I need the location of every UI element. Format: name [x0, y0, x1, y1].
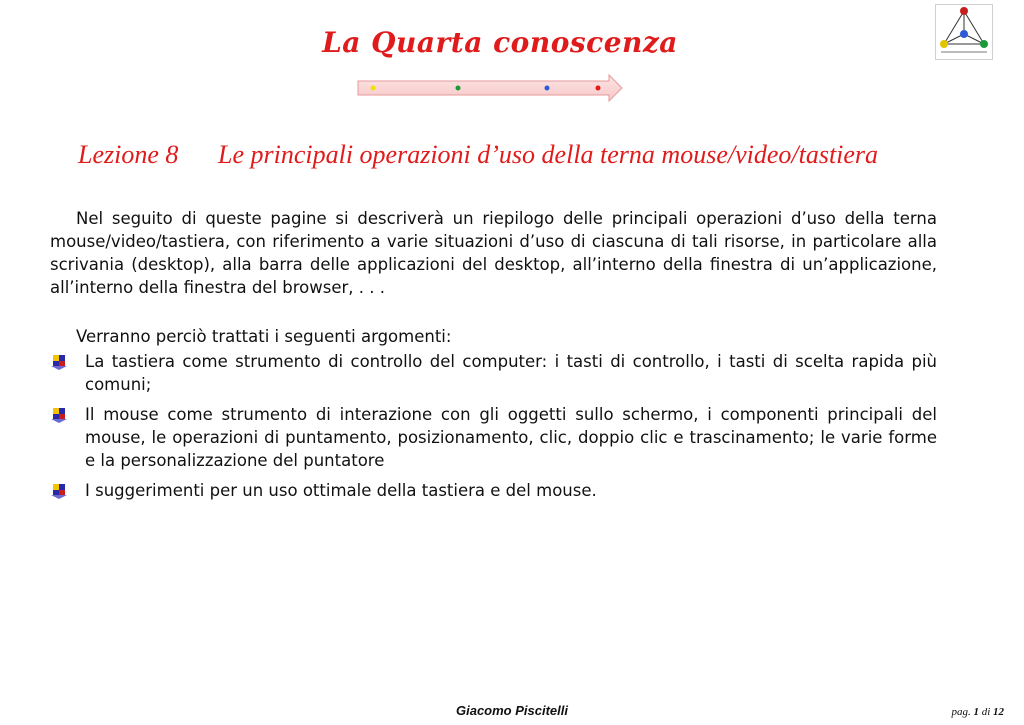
progress-dot — [371, 86, 376, 91]
footer-author: Giacomo Piscitelli — [456, 703, 568, 718]
list-item — [50, 479, 937, 502]
list-item-text: La tastiera come strumento di controllo del computer: i tasti di controllo, i tasti di scelta rapida più comuni; — [85, 352, 937, 394]
list-item-text: Il mouse come strumento di interazione con gli oggetti sullo schermo, i componenti principali del mouse, le operazioni di puntamento, posizionamento, clic, doppio clic e trascinamento; le varie forme e la personalizzazione del puntatore — [85, 405, 937, 470]
lesson-heading — [78, 140, 878, 170]
topics-list — [50, 350, 937, 509]
list-item — [50, 350, 937, 396]
lesson-title: Le principali operazioni d’uso della terna mouse/video/tastiera — [218, 140, 879, 169]
list-item — [50, 403, 937, 472]
progress-dot — [456, 86, 461, 91]
page-number: pag. 1 di 12 — [951, 706, 1004, 718]
arrow-bullet-icon — [50, 406, 68, 424]
topics-intro: Verranno perciò trattati i seguenti argomenti: — [76, 327, 452, 346]
intro-paragraph: Nel seguito di queste pagine si descriverà un riepilogo delle principali operazioni d’uso della terna mouse/video/tastiera, con riferimento a varie situazioni d’uso di ciascuna di tali risorse, in particolare alla scrivania (desktop), alla barra delle applicazioni del desktop, all’interno della finestra di un’applicazione, all’interno della finestra del browser, . . . — [50, 209, 937, 297]
arrow-bullet-icon — [50, 482, 68, 500]
lesson-number: Lezione 8 — [78, 140, 179, 169]
list-item-text: I suggerimenti per un uso ottimale della tastiera e del mouse. — [85, 481, 597, 500]
page-title: La Quarta conoscenza — [322, 26, 678, 59]
arrow-bullet-icon — [50, 353, 68, 371]
progress-arrow — [355, 72, 625, 104]
progress-dot — [596, 86, 601, 91]
progress-dot — [545, 86, 550, 91]
